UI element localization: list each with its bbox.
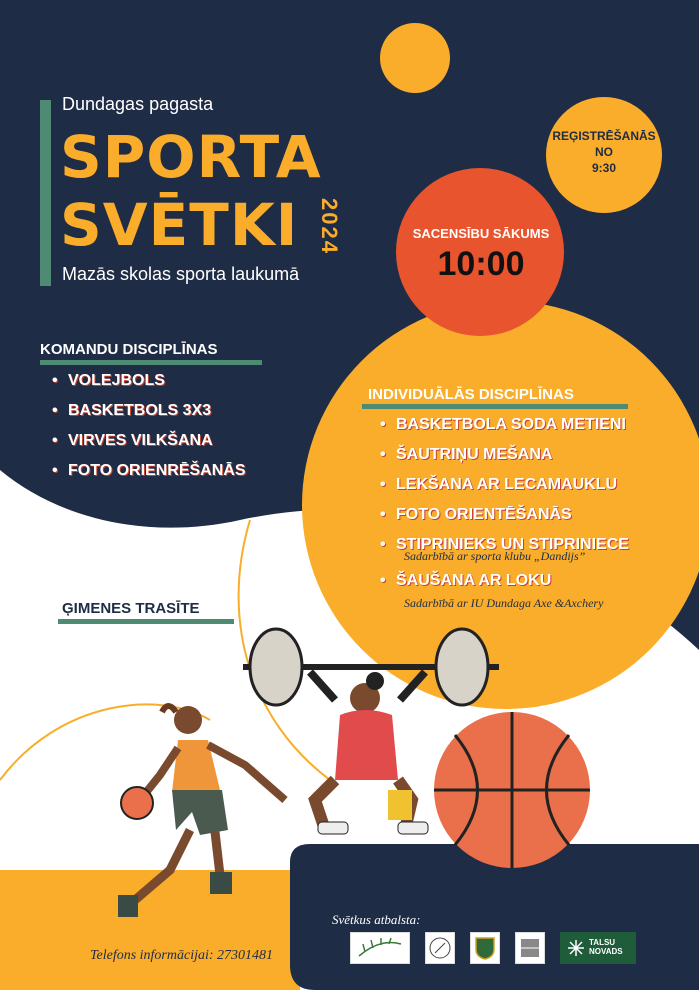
- individual-disciplines-list: [380, 410, 629, 555]
- registration-label: REĢISTRĒŠANĀS: [552, 129, 656, 143]
- team-disciplines-heading: KOMANDU DISCIPLĪNAS: [40, 341, 218, 358]
- family-trail-heading: ĢIMENES TRASĪTE: [62, 600, 200, 617]
- registration-from: NO: [595, 145, 613, 160]
- list-item: • BASKETBOLS 3X3: [52, 396, 246, 426]
- page-title-line-2: SVĒTKI: [60, 191, 299, 259]
- organizer-text: Dundagas pagasta: [62, 94, 214, 114]
- list-item: • STIPRINIEKS UN STIPRINIECE: [380, 535, 629, 555]
- sponsor-note-strongman: Sadarbībā ar sporta klubu „Dandijs”: [404, 549, 586, 563]
- start-time: 10:00: [437, 245, 525, 283]
- support-label: Svētkus atbalsta:: [332, 912, 421, 927]
- crest-icon: [473, 935, 497, 961]
- list-item: • ŠAUTRIŅU MEŠANA: [380, 440, 629, 470]
- talsu-novads-text: TALSU NOVADS: [589, 938, 623, 956]
- list-item: • FOTO ORIENTĒŠANĀS: [380, 500, 629, 530]
- list-item: • LEKŠANA AR LECAMAUKLU: [380, 470, 629, 500]
- sponsor-logo-3: [470, 932, 500, 964]
- individual-disciplines-heading: INDIVIDUĀLĀS DISCIPLĪNAS: [368, 386, 574, 403]
- individual-heading-underline: [362, 404, 628, 409]
- list-item: • BASKETBOLA SODA METIENI: [380, 410, 629, 440]
- team-heading-underline: [40, 360, 262, 365]
- event-year: 2024: [317, 198, 342, 255]
- team-disciplines-list: [52, 366, 246, 486]
- palm-leaf-icon: [355, 936, 405, 960]
- list-item: • VOLEJBOLS: [52, 366, 246, 396]
- list-item: • ŠAUŠANA AR LOKU: [380, 570, 551, 592]
- venue-text: Mazās skolas sporta laukumā: [62, 264, 300, 284]
- sponsor-logo-1: [350, 932, 410, 964]
- phone-info: Telefons informācijai: 27301481: [90, 948, 274, 963]
- page-title-line-1: SPORTA: [60, 123, 322, 191]
- sponsor-logo-4: [515, 932, 545, 964]
- snowflake-icon: [567, 939, 585, 957]
- basketball-icon: [434, 712, 590, 868]
- small-orange-circle: [380, 23, 450, 93]
- list-item: • VIRVES VILKŠANA: [52, 426, 246, 456]
- accent-bar: [40, 100, 51, 286]
- axe-club-icon: [428, 936, 452, 960]
- talsu-novads-logo: [560, 932, 636, 964]
- sponsor-note-archery: Sadarbībā ar IU Dundaga Axe &Axchery: [404, 596, 604, 610]
- family-heading-underline: [58, 619, 234, 624]
- individual-disciplines-list-cont: [380, 570, 551, 592]
- list-item: • FOTO ORIENRĒŠANĀS: [52, 456, 246, 486]
- badge-icon: [518, 936, 542, 960]
- registration-time: 9:30: [591, 161, 617, 176]
- registration-info: [548, 128, 660, 177]
- start-label: SACENSĪBU SĀKUMS: [412, 226, 550, 241]
- sponsor-logo-2: [425, 932, 455, 964]
